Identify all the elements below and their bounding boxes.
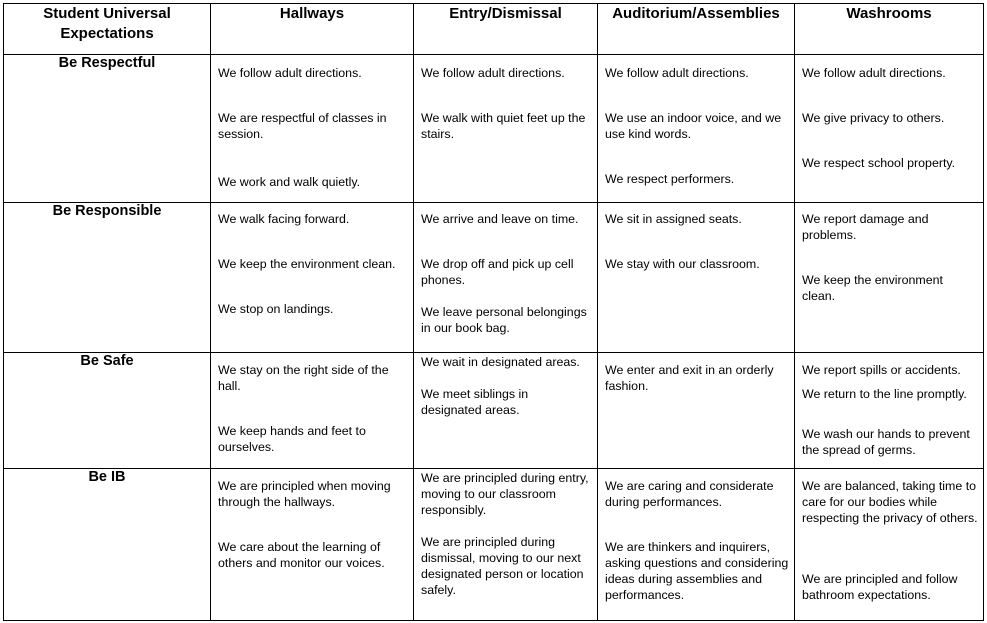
expectation-item: We use an indoor voice, and we use kind words. bbox=[605, 111, 782, 141]
expectation-item: We are principled during dismissal, moving to our next designated person or location safely. bbox=[421, 535, 584, 597]
expectation-item: We wash our hands to prevent the spread of germs. bbox=[802, 427, 970, 457]
cell-respectful-auditorium bbox=[598, 55, 795, 203]
cell-responsible-washrooms bbox=[795, 203, 984, 353]
cell-respectful-washrooms bbox=[795, 55, 984, 203]
cell-ib-entry bbox=[414, 469, 598, 621]
expectation-item: We return to the line promptly. bbox=[802, 387, 967, 401]
expectation-item: We respect performers. bbox=[605, 172, 735, 186]
expectation-item: We sit in assigned seats. bbox=[605, 212, 742, 226]
expectation-item: We follow adult directions. bbox=[218, 66, 362, 80]
cell-safe-washrooms bbox=[795, 353, 984, 469]
expectation-item: We are principled and follow bathroom expectations. bbox=[802, 572, 958, 602]
expectation-item: We leave personal belongings in our book bag. bbox=[421, 305, 587, 335]
expectation-item: We stop on landings. bbox=[218, 302, 334, 316]
cell-respectful-entry bbox=[414, 55, 598, 203]
row-label-be-responsible: Be Responsible bbox=[4, 203, 211, 353]
expectation-item: We report damage and problems. bbox=[802, 212, 929, 242]
cell-responsible-auditorium bbox=[598, 203, 795, 353]
expectation-item: We are principled when moving through the hallways. bbox=[218, 479, 391, 509]
expectation-item: We keep the environment clean. bbox=[802, 273, 943, 303]
expectation-item: We respect school property. bbox=[802, 156, 956, 170]
expectation-item: We work and walk quietly. bbox=[218, 175, 361, 189]
expectation-item: We walk facing forward. bbox=[218, 212, 350, 226]
expectation-item: We are caring and considerate during performances. bbox=[605, 479, 774, 509]
expectation-item: We give privacy to others. bbox=[802, 111, 945, 125]
expectation-item: We are thinkers and inquirers, asking questions and considering ideas during assemblies and performances. bbox=[605, 540, 789, 602]
cell-responsible-hallways bbox=[211, 203, 414, 353]
expectation-item: We meet siblings in designated areas. bbox=[421, 387, 529, 417]
expectation-item: We follow adult directions. bbox=[802, 66, 946, 80]
table-row-be-responsible bbox=[4, 203, 984, 353]
expectation-item: We are balanced, taking time to care for our bodies while respecting the privacy of others. bbox=[802, 479, 978, 525]
row-label-be-ib: Be IB bbox=[4, 469, 211, 621]
header-expectations: Student Universal Expectations bbox=[4, 4, 211, 55]
row-label-be-respectful: Be Respectful bbox=[4, 55, 211, 203]
table-row-be-safe bbox=[4, 353, 984, 469]
table-row-be-respectful bbox=[4, 55, 984, 203]
expectation-item: We stay on the right side of the hall. bbox=[218, 363, 389, 393]
expectation-item: We follow adult directions. bbox=[421, 66, 565, 80]
expectation-item: We enter and exit in an orderly fashion. bbox=[605, 363, 774, 393]
expectation-item: We walk with quiet feet up the stairs. bbox=[421, 111, 586, 141]
expectation-item: We report spills or accidents. bbox=[802, 363, 961, 377]
cell-ib-auditorium bbox=[598, 469, 795, 621]
header-hallways: Hallways bbox=[211, 4, 414, 55]
cell-ib-washrooms bbox=[795, 469, 984, 621]
cell-respectful-hallways bbox=[211, 55, 414, 203]
expectation-item: We are principled during entry, moving to our classroom responsibly. bbox=[421, 471, 589, 517]
expectation-item: We stay with our classroom. bbox=[605, 257, 760, 271]
header-washrooms: Washrooms bbox=[795, 4, 984, 55]
expectation-item: We keep hands and feet to ourselves. bbox=[218, 424, 366, 454]
cell-safe-auditorium bbox=[598, 353, 795, 469]
expectation-item: We follow adult directions. bbox=[605, 66, 749, 80]
expectation-item: We drop off and pick up cell phones. bbox=[421, 257, 574, 287]
cell-safe-entry bbox=[414, 353, 598, 469]
expectation-item: We care about the learning of others and monitor our voices. bbox=[218, 540, 385, 570]
cell-responsible-entry bbox=[414, 203, 598, 353]
cell-ib-hallways bbox=[211, 469, 414, 621]
header-auditorium-assemblies: Auditorium/Assemblies bbox=[598, 4, 795, 55]
expectation-item: We arrive and leave on time. bbox=[421, 212, 579, 226]
cell-safe-hallways bbox=[211, 353, 414, 469]
expectation-item: We are respectful of classes in session. bbox=[218, 111, 387, 141]
header-row bbox=[4, 4, 984, 55]
expectation-item: We wait in designated areas. bbox=[421, 355, 580, 369]
header-entry-dismissal: Entry/Dismissal bbox=[414, 4, 598, 55]
expectation-item: We keep the environment clean. bbox=[218, 257, 396, 271]
row-label-be-safe: Be Safe bbox=[4, 353, 211, 469]
expectations-table bbox=[3, 3, 984, 621]
table-row-be-ib bbox=[4, 469, 984, 621]
